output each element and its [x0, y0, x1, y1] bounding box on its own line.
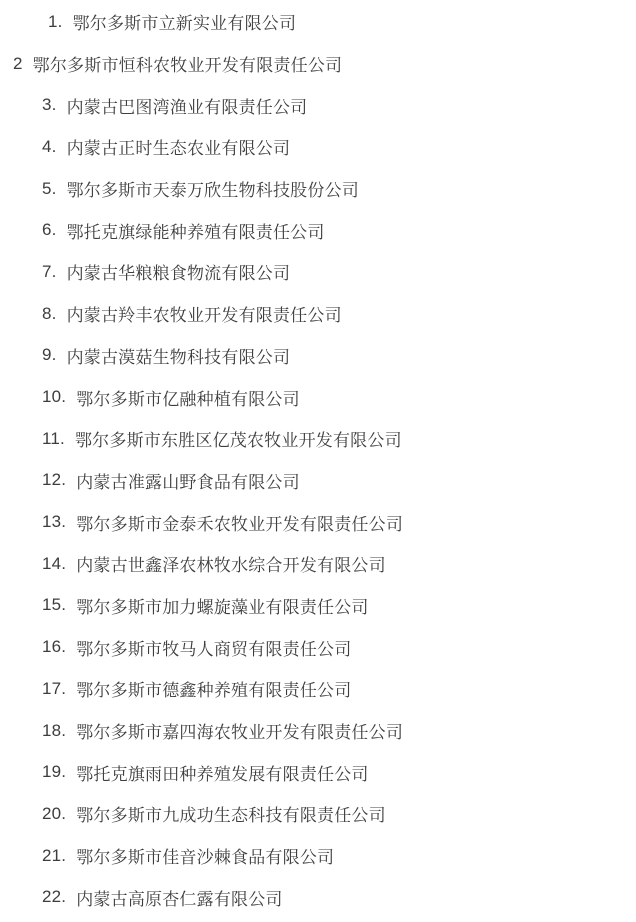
company-name: 鄂尔多斯市天泰万欣生物科技股份公司 [66, 181, 359, 201]
item-number: 18. [42, 720, 67, 740]
list-item [0, 626, 636, 668]
item-number: 9. [42, 345, 57, 365]
item-number: 16. [42, 637, 67, 657]
list-item [0, 168, 636, 210]
company-name: 内蒙古正时生态农业有限公司 [66, 139, 291, 159]
list-item [0, 43, 636, 85]
list-item [0, 209, 636, 251]
company-name: 鄂尔多斯市牧马人商贸有限责任公司 [76, 639, 352, 659]
item-number: 3. [42, 95, 57, 115]
item-number: 22. [42, 887, 67, 907]
item-number: 12. [42, 470, 67, 490]
company-name: 鄂尔多斯市金泰禾农牧业开发有限责任公司 [76, 514, 404, 534]
company-name: 内蒙古漠菇生物科技有限公司 [66, 347, 291, 367]
list-item [0, 585, 636, 627]
company-name: 鄂尔多斯市东胜区亿茂农牧业开发有限公司 [74, 431, 402, 451]
company-name: 鄂尔多斯市立新实业有限公司 [72, 14, 297, 34]
list-item [0, 751, 636, 793]
item-number: 7. [42, 261, 57, 281]
item-number: 5. [42, 178, 57, 198]
company-name: 鄂托克旗雨田种养殖发展有限责任公司 [76, 764, 369, 784]
item-number: 15. [42, 595, 67, 615]
item-number: 1. [48, 11, 63, 31]
item-number: 11. [42, 428, 65, 448]
item-number: 6. [42, 220, 57, 240]
item-number: 4. [42, 136, 57, 156]
list-item [0, 876, 636, 918]
company-name: 鄂尔多斯市亿融种植有限公司 [76, 389, 300, 409]
company-name: 内蒙古世鑫泽农林牧水综合开发有限公司 [76, 556, 386, 576]
company-name: 鄂尔多斯市嘉四海农牧业开发有限责任公司 [76, 723, 404, 743]
list-item [0, 1, 636, 43]
list-item [0, 418, 636, 460]
company-name: 鄂托克旗绿能种养殖有限责任公司 [66, 222, 325, 242]
item-number: 13. [42, 512, 67, 532]
list-item [0, 835, 636, 877]
company-name: 鄂尔多斯市佳音沙棘食品有限公司 [76, 848, 335, 868]
list-item [0, 84, 636, 126]
list-item [0, 710, 636, 752]
item-number: 17. [42, 678, 67, 698]
list-item [0, 460, 636, 502]
company-name: 内蒙古华粮粮食物流有限公司 [66, 264, 291, 284]
item-number: 10. [42, 387, 67, 407]
company-name: 鄂尔多斯市加力螺旋藻业有限责任公司 [76, 597, 369, 617]
list-item [0, 376, 636, 418]
company-name: 内蒙古准露山野食品有限公司 [76, 472, 300, 492]
company-name: 鄂尔多斯市九成功生态科技有限责任公司 [76, 806, 386, 826]
company-name: 内蒙古羚丰农牧业开发有限责任公司 [66, 306, 342, 326]
item-number: 14. [42, 553, 67, 573]
company-name: 鄂尔多斯市德鑫种养殖有限责任公司 [76, 681, 352, 701]
item-number: 21. [42, 845, 67, 865]
item-number: 2 [13, 53, 23, 73]
list-item [0, 293, 636, 335]
item-number: 20. [42, 803, 67, 823]
item-number: 8. [42, 303, 57, 323]
list-item [0, 668, 636, 710]
list-item [0, 793, 636, 835]
list-item [0, 335, 636, 377]
item-number: 19. [42, 762, 67, 782]
company-name: 内蒙古高原杏仁露有限公司 [76, 889, 283, 909]
list-item [0, 543, 636, 585]
list-item [0, 501, 636, 543]
list-item [0, 126, 636, 168]
list-item [0, 251, 636, 293]
company-name: 内蒙古巴图湾渔业有限责任公司 [66, 97, 308, 117]
company-name: 鄂尔多斯市恒科农牧业开发有限责任公司 [32, 56, 343, 76]
